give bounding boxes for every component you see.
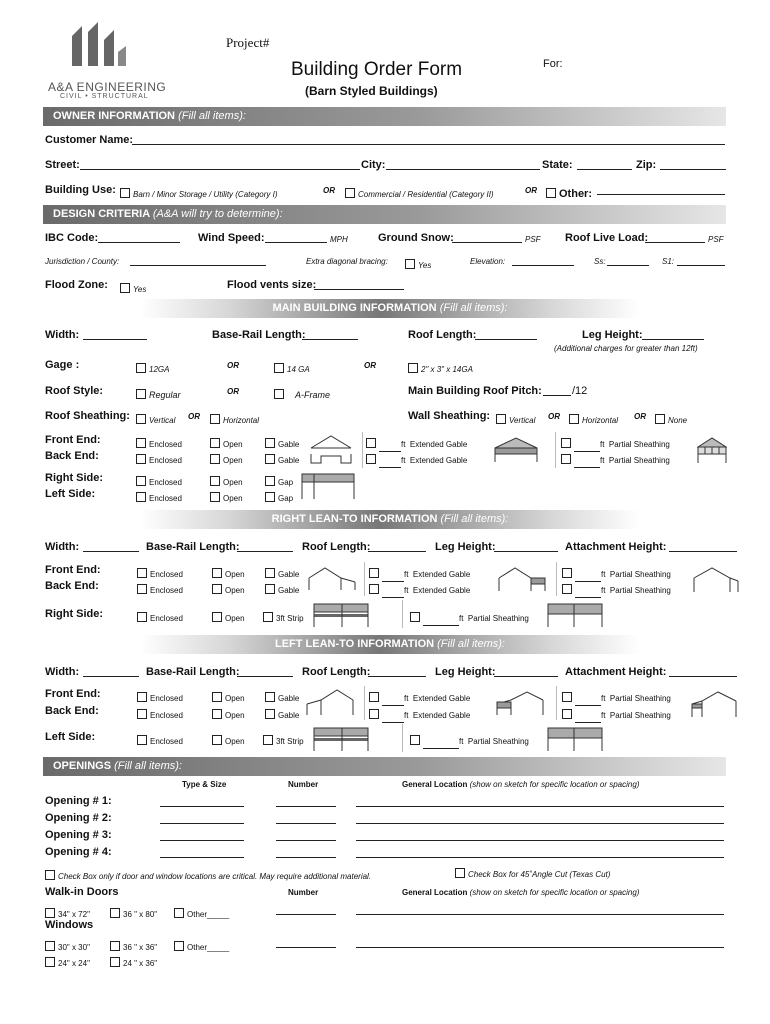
openings-band: OPENINGS (Fill all items): — [43, 757, 726, 776]
roof-style-label: Roof Style: — [45, 385, 104, 397]
use-other-label: Other: — [559, 188, 592, 200]
main-right-gap-checkbox[interactable] — [265, 476, 275, 486]
wind-label: Wind Speed: — [198, 232, 265, 244]
pitch-label: Main Building Roof Pitch: — [408, 385, 542, 397]
gable-sketch-icon — [305, 432, 357, 464]
strip-label: 3ft Strip — [276, 614, 304, 623]
extended-gable-sketch-icon — [493, 436, 539, 462]
enclosed-label: Enclosed — [149, 440, 182, 449]
main-right-side-label: Right Side: — [45, 472, 104, 484]
state-input[interactable] — [577, 169, 632, 170]
for-label: For: — [543, 58, 563, 70]
gage-2x3-checkbox[interactable] — [408, 363, 418, 373]
ss-label: Ss: — [594, 257, 606, 266]
roof-horizontal-checkbox[interactable] — [210, 414, 220, 424]
main-back-enclosed-checkbox[interactable] — [136, 454, 146, 464]
leg-note: (Additional charges for greater than 12ft) — [554, 344, 698, 353]
opening-1-type-input[interactable] — [160, 806, 244, 807]
gable-label: Gable — [278, 694, 300, 703]
opening-3-location-input[interactable] — [356, 840, 724, 841]
gable-label: Gable — [278, 456, 300, 465]
state-label: State: — [542, 159, 573, 171]
ext-gable-label: Extended Gable — [409, 440, 468, 449]
snow-input[interactable] — [452, 242, 522, 243]
opening-4-location-input[interactable] — [356, 857, 724, 858]
opening-2-location-input[interactable] — [356, 823, 724, 824]
strip-label: 3ft Strip — [276, 737, 304, 746]
window-24x36-label: 24 " x 36" — [123, 959, 158, 968]
right-side-open-checkbox[interactable] — [212, 612, 222, 622]
left-base-rail-label: Base-Rail Length: — [146, 666, 240, 678]
elevation-label: Elevation: — [470, 257, 506, 266]
left-attach-label: Attachment Height: — [565, 666, 667, 678]
window-24x24-checkbox[interactable] — [45, 957, 55, 967]
main-width-input[interactable] — [83, 339, 147, 340]
main-right-open-checkbox[interactable] — [210, 476, 220, 486]
main-leg-height-input[interactable] — [642, 339, 704, 340]
enclosed-label: Enclosed — [150, 737, 183, 746]
left-side-partial-checkbox[interactable] — [410, 735, 420, 745]
use-other-checkbox[interactable] — [546, 188, 556, 198]
ext-gable-label: Extended Gable — [409, 456, 468, 465]
open-label: Open — [223, 456, 243, 465]
left-side-enclosed-checkbox[interactable] — [137, 735, 147, 745]
roof-regular-checkbox[interactable] — [136, 389, 146, 399]
walkin-location-note: (show on sketch for specific location or spacing) — [469, 888, 640, 897]
left-lean-partial-sketch-icon — [690, 690, 740, 718]
left-width-input[interactable] — [83, 676, 139, 677]
ibc-input[interactable] — [98, 242, 180, 243]
right-front-partial-checkbox[interactable] — [562, 568, 572, 578]
roof-vertical-label: Vertical — [149, 416, 176, 425]
left-band: LEFT LEAN-TO INFORMATION (Fill all items): — [140, 635, 640, 654]
enclosed-label: Enclosed — [150, 711, 183, 720]
ft-label: ft — [601, 694, 606, 703]
or-text: OR — [548, 412, 560, 421]
pitch-suffix: /12 — [572, 385, 588, 397]
window-36x36-checkbox[interactable] — [110, 941, 120, 951]
zip-input[interactable] — [660, 169, 726, 170]
project-label: Project# — [226, 35, 270, 50]
main-back-end-label: Back End: — [45, 450, 99, 462]
window-other-checkbox[interactable] — [174, 941, 184, 951]
right-side-partial-checkbox[interactable] — [410, 612, 420, 622]
partial-sheathing-label: Partial Sheathing — [467, 614, 529, 623]
left-front-end-label: Front End: — [45, 688, 101, 700]
opening-1-location-input[interactable] — [356, 806, 724, 807]
open-label: Open — [225, 694, 245, 703]
left-side-open-checkbox[interactable] — [212, 735, 222, 745]
form-subtitle: (Barn Styled Buildings) — [305, 84, 438, 98]
walkin-number-input[interactable] — [276, 914, 336, 915]
general-location-note: (show on sketch for specific location or spacing) — [469, 780, 640, 789]
main-base-rail-input[interactable] — [302, 339, 358, 340]
open-label: Open — [223, 494, 243, 503]
ft-label: ft — [600, 456, 605, 465]
door-36x80-label: 36 " x 80" — [123, 910, 158, 919]
elevation-input[interactable] — [512, 265, 574, 266]
opening-3-number-input[interactable] — [276, 840, 336, 841]
gage-12-checkbox[interactable] — [136, 363, 146, 373]
customer-label: Customer Name: — [45, 134, 134, 146]
partial-sheathing-label: Partial Sheathing — [609, 711, 671, 720]
partial-sheathing-label: Partial Sheathing — [609, 570, 671, 579]
roof-sheathing-label: Roof Sheathing: — [45, 410, 130, 422]
lean-to-ext-gable-sketch-icon — [495, 566, 547, 592]
partial-sheathing-label: Partial Sheathing — [608, 456, 670, 465]
use-label: Building Use: — [45, 184, 116, 196]
main-front-extgable-checkbox[interactable] — [366, 438, 376, 448]
left-front-gable-checkbox[interactable] — [265, 692, 275, 702]
ft-label: ft — [601, 570, 606, 579]
ft-label: ft — [459, 614, 464, 623]
general-location-header: General Location — [402, 780, 468, 789]
door-36x80-checkbox[interactable] — [110, 908, 120, 918]
enclosed-label: Enclosed — [150, 586, 183, 595]
right-back-partial-checkbox[interactable] — [562, 584, 572, 594]
wall-horizontal-checkbox[interactable] — [569, 414, 579, 424]
roof-live-label: Roof Live Load: — [565, 232, 649, 244]
gage-label: Gage : — [45, 359, 80, 371]
enclosed-label: Enclosed — [149, 494, 182, 503]
jurisdiction-input[interactable] — [130, 265, 266, 266]
partial-sheathing-label: Partial Sheathing — [609, 586, 671, 595]
use-cat1-checkbox[interactable] — [120, 188, 130, 198]
ft-label: ft — [401, 456, 406, 465]
left-width-label: Width: — [45, 666, 80, 678]
gage-14-label: 14 GA — [287, 365, 310, 374]
flood-yes: Yes — [133, 285, 147, 294]
gage-14-checkbox[interactable] — [274, 363, 284, 373]
left-roof-length-input[interactable] — [368, 676, 426, 677]
open-label: Open — [225, 586, 245, 595]
main-left-gap-checkbox[interactable] — [265, 492, 275, 502]
enclosed-label: Enclosed — [149, 478, 182, 487]
gable-label: Gable — [278, 570, 300, 579]
lean-to-gable-sketch-icon — [305, 564, 357, 592]
ft-label: ft — [459, 737, 464, 746]
gable-label: Gable — [278, 711, 300, 720]
flood-vents-label: Flood vents size: — [227, 279, 317, 291]
main-band: MAIN BUILDING INFORMATION (Fill all items): — [140, 299, 640, 318]
wall-vertical-label: Vertical — [509, 416, 536, 425]
ft-label: ft — [404, 586, 409, 595]
roof-horizontal-label: Horizontal — [223, 416, 260, 425]
right-back-gable-checkbox[interactable] — [265, 584, 275, 594]
left-side-partial-sketch-icon — [546, 724, 604, 752]
or-text: OR — [323, 186, 335, 195]
left-attach-input[interactable] — [669, 676, 737, 677]
right-base-rail-input[interactable] — [237, 551, 293, 552]
main-front-open-checkbox[interactable] — [210, 438, 220, 448]
strip-sketch-icon — [312, 600, 370, 628]
left-leg-height-label: Leg Height: — [435, 666, 496, 678]
left-front-partial-checkbox[interactable] — [562, 692, 572, 702]
door-34x72-label: 34" x 72" — [58, 910, 90, 919]
flood-vents-input[interactable] — [314, 289, 404, 290]
right-front-enclosed-checkbox[interactable] — [137, 568, 147, 578]
gable-label: Gable — [278, 440, 300, 449]
or-text: OR — [525, 186, 537, 195]
right-side-label: Right Side: — [45, 608, 104, 620]
opening-2-number-input[interactable] — [276, 823, 336, 824]
or-text: OR — [634, 412, 646, 421]
side-partial-sketch-icon — [546, 600, 604, 628]
critical-location-checkbox[interactable] — [45, 870, 55, 880]
door-other-checkbox[interactable] — [174, 908, 184, 918]
zip-label: Zip: — [636, 159, 657, 171]
right-roof-length-label: Roof Length: — [302, 541, 371, 553]
street-label: Street: — [45, 159, 80, 171]
walkin-location-input[interactable] — [356, 914, 724, 915]
right-attach-input[interactable] — [669, 551, 737, 552]
opening-1-number-input[interactable] — [276, 806, 336, 807]
right-band: RIGHT LEAN-TO INFORMATION (Fill all items): — [140, 510, 640, 529]
open-label: Open — [225, 711, 245, 720]
ft-label: ft — [404, 570, 409, 579]
opening-2-label: Opening # 2: — [45, 812, 112, 824]
partial-sheathing-label: Partial Sheathing — [609, 694, 671, 703]
right-base-rail-label: Base-Rail Length: — [146, 541, 240, 553]
gage-2x3-label: 2" x 3" x 14GA — [421, 365, 473, 374]
window-location-input[interactable] — [356, 947, 724, 948]
left-front-extgable-checkbox[interactable] — [369, 692, 379, 702]
wall-vertical-checkbox[interactable] — [496, 414, 506, 424]
main-left-enclosed-checkbox[interactable] — [136, 492, 146, 502]
partial-sheathing-label: Partial Sheathing — [608, 440, 670, 449]
partial-sheathing-sketch-icon — [697, 436, 727, 464]
main-back-open-checkbox[interactable] — [210, 454, 220, 464]
roof-aframe-label: A-Frame — [295, 390, 331, 400]
s1-label: S1: — [662, 257, 675, 266]
left-back-end-label: Back End: — [45, 705, 99, 717]
window-other-label: Other_____ — [187, 943, 230, 952]
roof-vertical-checkbox[interactable] — [136, 414, 146, 424]
psf-unit: PSF — [525, 235, 541, 244]
ext-gable-label: Extended Gable — [412, 586, 471, 595]
texas-cut-checkbox[interactable] — [455, 868, 465, 878]
left-lean-gable-sketch-icon — [305, 688, 357, 716]
use-cat2-label: Commercial / Residential (Category II) — [358, 190, 494, 199]
ft-label: ft — [404, 711, 409, 720]
pitch-input[interactable] — [543, 395, 571, 396]
window-24x36-checkbox[interactable] — [110, 957, 120, 967]
gage-12-label: 12GA — [149, 365, 170, 374]
left-back-gable-checkbox[interactable] — [265, 709, 275, 719]
bracing-checkbox[interactable] — [405, 259, 415, 269]
main-base-rail-label: Base-Rail Length: — [212, 329, 306, 341]
left-back-partial-checkbox[interactable] — [562, 709, 572, 719]
city-input[interactable] — [386, 169, 540, 170]
roof-aframe-checkbox[interactable] — [274, 389, 284, 399]
form-title: Building Order Form — [291, 59, 463, 80]
right-side-enclosed-checkbox[interactable] — [137, 612, 147, 622]
right-roof-length-input[interactable] — [368, 551, 426, 552]
company-sub: CIVIL • STRUCTURAL — [60, 93, 149, 100]
right-back-open-checkbox[interactable] — [212, 584, 222, 594]
main-front-partial-checkbox[interactable] — [561, 438, 571, 448]
ss-input[interactable] — [607, 265, 649, 266]
windows-label: Windows — [45, 919, 94, 931]
roof-regular-label: Regular — [149, 390, 181, 400]
ext-gable-label: Extended Gable — [412, 694, 471, 703]
main-roof-length-input[interactable] — [475, 339, 537, 340]
left-front-open-checkbox[interactable] — [212, 692, 222, 702]
gap-label: Gap — [278, 478, 294, 487]
opening-4-label: Opening # 4: — [45, 846, 112, 858]
opening-2-type-input[interactable] — [160, 823, 244, 824]
door-other-label: Other_____ — [187, 910, 230, 919]
walkin-doors-label: Walk-in Doors — [45, 886, 119, 898]
window-24x24-label: 24" x 24" — [58, 959, 90, 968]
left-lean-ext-gable-sketch-icon — [495, 690, 547, 716]
left-back-open-checkbox[interactable] — [212, 709, 222, 719]
left-back-extgable-checkbox[interactable] — [369, 709, 379, 719]
window-30x30-label: 30" x 30" — [58, 943, 90, 952]
open-label: Open — [223, 478, 243, 487]
right-back-enclosed-checkbox[interactable] — [137, 584, 147, 594]
or-text: OR — [364, 361, 376, 370]
right-leg-height-input[interactable] — [494, 551, 558, 552]
left-side-label: Left Side: — [45, 731, 96, 743]
main-left-open-checkbox[interactable] — [210, 492, 220, 502]
right-front-end-label: Front End: — [45, 564, 101, 576]
jurisdiction-label: Jurisdiction / County: — [45, 257, 120, 266]
ibc-label: IBC Code: — [45, 232, 99, 244]
wall-none-checkbox[interactable] — [655, 414, 665, 424]
main-roof-length-label: Roof Length: — [408, 329, 477, 341]
main-front-enclosed-checkbox[interactable] — [136, 438, 146, 448]
main-back-extgable-checkbox[interactable] — [366, 454, 376, 464]
right-front-open-checkbox[interactable] — [212, 568, 222, 578]
right-front-extgable-checkbox[interactable] — [369, 568, 379, 578]
mph-unit: MPH — [330, 235, 348, 244]
company-name: A&A ENGINEERING — [48, 80, 167, 94]
use-cat1-label: Barn / Minor Storage / Utility (Category I) — [133, 190, 278, 199]
street-input[interactable] — [80, 169, 360, 170]
left-leg-height-input[interactable] — [494, 676, 558, 677]
opening-4-type-input[interactable] — [160, 857, 244, 858]
window-30x30-checkbox[interactable] — [45, 941, 55, 951]
gap-label: Gap — [278, 494, 294, 503]
partial-sheathing-label: Partial Sheathing — [467, 737, 529, 746]
left-back-enclosed-checkbox[interactable] — [137, 709, 147, 719]
wall-horizontal-label: Horizontal — [582, 416, 619, 425]
walkin-number-header: Number — [288, 888, 319, 897]
city-label: City: — [361, 159, 386, 171]
or-text: OR — [227, 361, 239, 370]
right-back-extgable-checkbox[interactable] — [369, 584, 379, 594]
right-attach-label: Attachment Height: — [565, 541, 667, 553]
ft-label: ft — [600, 440, 605, 449]
ext-gable-label: Extended Gable — [412, 570, 471, 579]
enclosed-label: Enclosed — [150, 614, 183, 623]
ft-label: ft — [601, 586, 606, 595]
right-width-label: Width: — [45, 541, 80, 553]
enclosed-label: Enclosed — [150, 694, 183, 703]
psf-unit: PSF — [708, 235, 724, 244]
number-header: Number — [288, 780, 319, 789]
texas-cut-label: Check Box for 45˚Angle Cut (Texas Cut) — [468, 870, 611, 879]
right-leg-height-label: Leg Height: — [435, 541, 496, 553]
customer-input[interactable] — [132, 144, 725, 145]
wall-none-label: None — [668, 416, 688, 425]
wind-input[interactable] — [265, 242, 327, 243]
roof-live-input[interactable] — [645, 242, 705, 243]
opening-1-label: Opening # 1: — [45, 795, 112, 807]
or-text: OR — [227, 387, 239, 396]
ext-gable-label: Extended Gable — [412, 711, 471, 720]
critical-location-note: Check Box only if door and window locations are critical. May require additional material. — [58, 872, 372, 881]
ft-label: ft — [601, 711, 606, 720]
use-cat2-checkbox[interactable] — [345, 188, 355, 198]
bracing-label: Extra diagonal bracing: — [306, 257, 388, 266]
ft-label: ft — [401, 440, 406, 449]
s1-input[interactable] — [677, 265, 725, 266]
opening-3-type-input[interactable] — [160, 840, 244, 841]
main-front-gable-checkbox[interactable] — [265, 438, 275, 448]
window-36x36-label: 36 " x 36" — [123, 943, 158, 952]
enclosed-label: Enclosed — [149, 456, 182, 465]
left-roof-length-label: Roof Length: — [302, 666, 371, 678]
left-strip-sketch-icon — [312, 724, 370, 752]
opening-3-label: Opening # 3: — [45, 829, 112, 841]
gap-sketch-icon — [300, 472, 356, 500]
main-right-enclosed-checkbox[interactable] — [136, 476, 146, 486]
gable-label: Gable — [278, 586, 300, 595]
main-leg-height-label: Leg Height: — [582, 329, 643, 341]
main-width-label: Width: — [45, 329, 80, 341]
flood-label: Flood Zone: — [45, 279, 108, 291]
type-size-header: Type & Size — [182, 780, 227, 789]
use-other-input[interactable] — [597, 194, 725, 195]
window-number-input[interactable] — [276, 947, 336, 948]
ft-label: ft — [404, 694, 409, 703]
main-left-side-label: Left Side: — [45, 488, 96, 500]
enclosed-label: Enclosed — [150, 570, 183, 579]
owner-band: OWNER INFORMATION (Fill all items): — [43, 107, 726, 126]
right-back-end-label: Back End: — [45, 580, 99, 592]
right-side-strip-checkbox[interactable] — [263, 612, 273, 622]
right-front-gable-checkbox[interactable] — [265, 568, 275, 578]
wall-sheathing-label: Wall Sheathing: — [408, 410, 491, 422]
left-side-strip-checkbox[interactable] — [263, 735, 273, 745]
open-label: Open — [225, 614, 245, 623]
bracing-yes: Yes — [418, 261, 432, 270]
open-label: Open — [225, 570, 245, 579]
open-label: Open — [225, 737, 245, 746]
walkin-location-header: General Location — [402, 888, 468, 897]
main-front-end-label: Front End: — [45, 434, 101, 446]
opening-4-number-input[interactable] — [276, 857, 336, 858]
flood-checkbox[interactable] — [120, 283, 130, 293]
right-width-input[interactable] — [83, 551, 139, 552]
left-front-enclosed-checkbox[interactable] — [137, 692, 147, 702]
lean-to-partial-sketch-icon — [690, 565, 740, 593]
or-text: OR — [188, 412, 200, 421]
main-back-partial-checkbox[interactable] — [561, 454, 571, 464]
snow-label: Ground Snow: — [378, 232, 454, 244]
design-band: DESIGN CRITERIA (A&A will try to determine): — [43, 205, 726, 224]
left-base-rail-input[interactable] — [237, 676, 293, 677]
main-back-gable-checkbox[interactable] — [265, 454, 275, 464]
open-label: Open — [223, 440, 243, 449]
door-34x72-checkbox[interactable] — [45, 908, 55, 918]
